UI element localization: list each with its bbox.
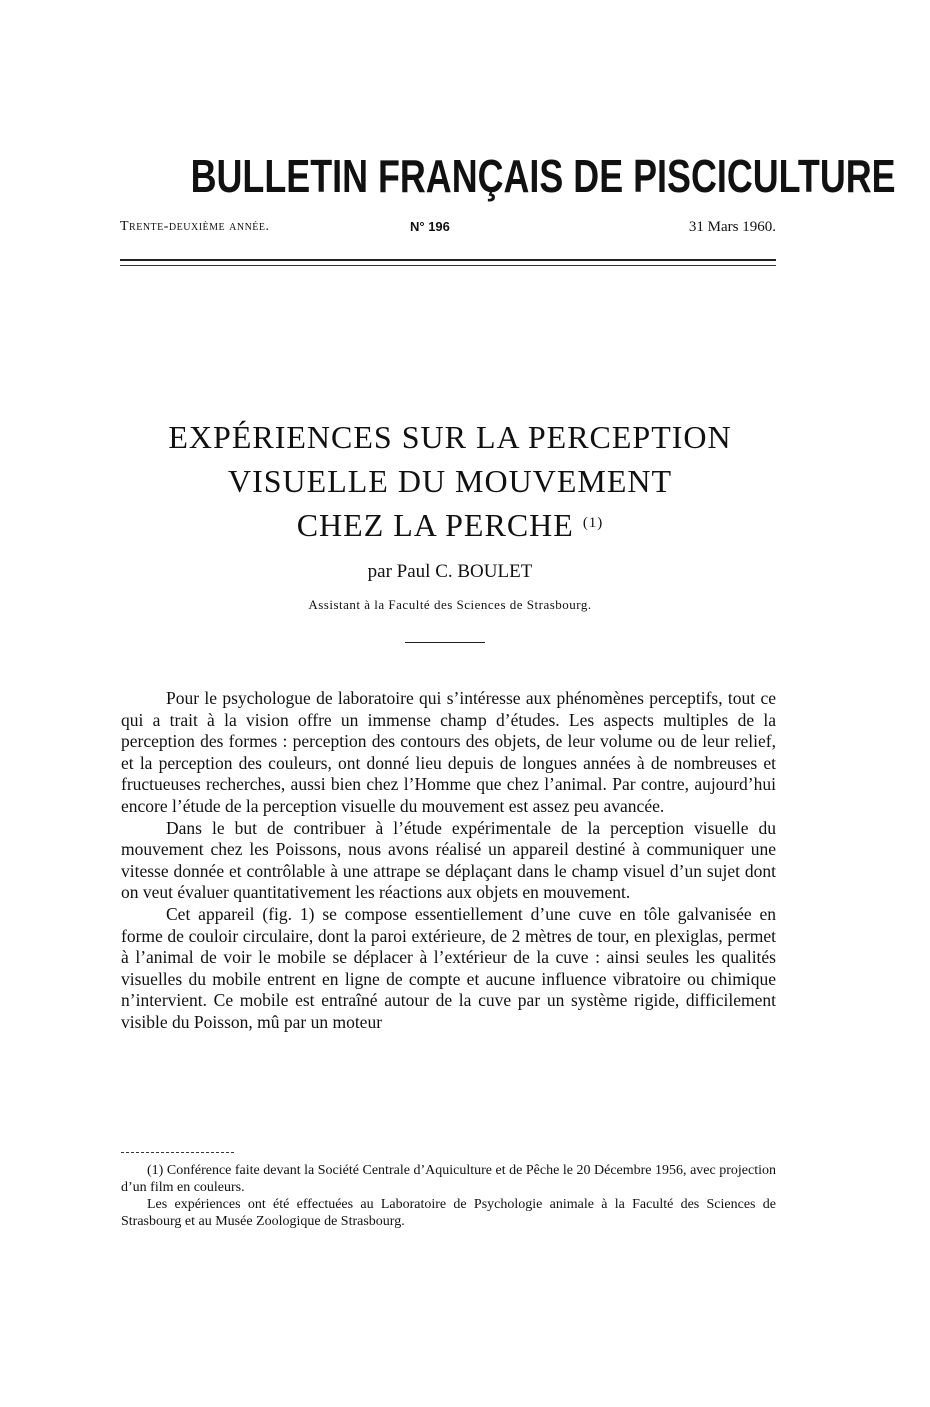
- author-byline: par Paul C. BOULET: [367, 561, 533, 582]
- issue-line: [120, 219, 776, 239]
- footnotes: [121, 1162, 776, 1230]
- journal-masthead: BULLETIN FRANÇAIS DE PISCICULTURE: [190, 150, 896, 202]
- article-body: [121, 688, 776, 1034]
- title-footnote-ref: (1): [582, 515, 604, 531]
- issue-number: N° 196: [410, 219, 450, 234]
- paragraph-3: Cet appareil (fig. 1) se compose essentiellement d’une cuve en tôle galvanisée en forme de couloir circulaire, dont la paroi extérieure, de 2 mètres de tour, en plexiglas, permet à l’animal de voir le mobile se déplacer à l’extérieur de la cuve : ainsi seules les qualités visuelles du mobile entrent en ligne de compte et aucune influence vibratoire ou chimique n’intervient. Ce mobile est entraîné autour de la cuve par un système rigide, difficilement visible du Poisson, mû par un moteur: [121, 903, 776, 1032]
- footnote-2: Les expériences ont été effectuées au Laboratoire de Psychologie animale à la Faculté des Sciences de Strasbourg et au Musée Zoologique de Strasbourg.: [121, 1197, 776, 1229]
- header-rule-thin: [120, 265, 776, 266]
- header-rule-thick: [120, 259, 776, 261]
- issue-date: 31 Mars 1960.: [688, 219, 776, 235]
- paragraph-1: Pour le psychologue de laboratoire qui s’intéresse aux phénomènes perceptifs, tout ce qui a trait à la vision offre un immense champ d’études. Les aspects multiples de la perception des formes : perception des contours des objets, de leur volume ou de leur relief, et la perception des couleurs, ont donné lieu depuis de longues années à de nombreuses et fructueuses recherches, aussi bien chez l’Homme que chez l’animal. Par contre, aujourd’hui encore l’étude de la perception visuelle du mouvement est assez peu avancée.: [121, 688, 776, 816]
- title-line-2: VISUELLE DU MOUVEMENT: [227, 463, 673, 499]
- title-line-3-text: CHEZ LA PERCHE: [296, 507, 574, 543]
- footnote-rule: [121, 1152, 234, 1153]
- title-line-1: EXPÉRIENCES SUR LA PERCEPTION: [168, 419, 732, 455]
- footnote-1: (1) Conférence faite devant la Société Centrale d’Aquiculture et de Pêche le 20 Décembre 1956, avec projection d’un film en couleurs.: [121, 1163, 776, 1195]
- author-affiliation: Assistant à la Faculté des Sciences de Strasbourg.: [308, 597, 592, 612]
- volume-year: Trente-deuxième année.: [120, 219, 270, 234]
- paragraph-2: Dans le but de contribuer à l’étude expérimentale de la perception visuelle du mouvement chez les Poissons, nous avons réalisé un appareil destiné à communiquer une vitesse donnée et contrôlable à une attrape se déplaçant dans le champ visuel d’un sujet dont on veut évaluer quantitativement les réactions aux objets en mouvement.: [121, 817, 776, 903]
- title-line-3: [100, 503, 800, 547]
- section-divider: [405, 642, 485, 643]
- article-title: [100, 415, 800, 547]
